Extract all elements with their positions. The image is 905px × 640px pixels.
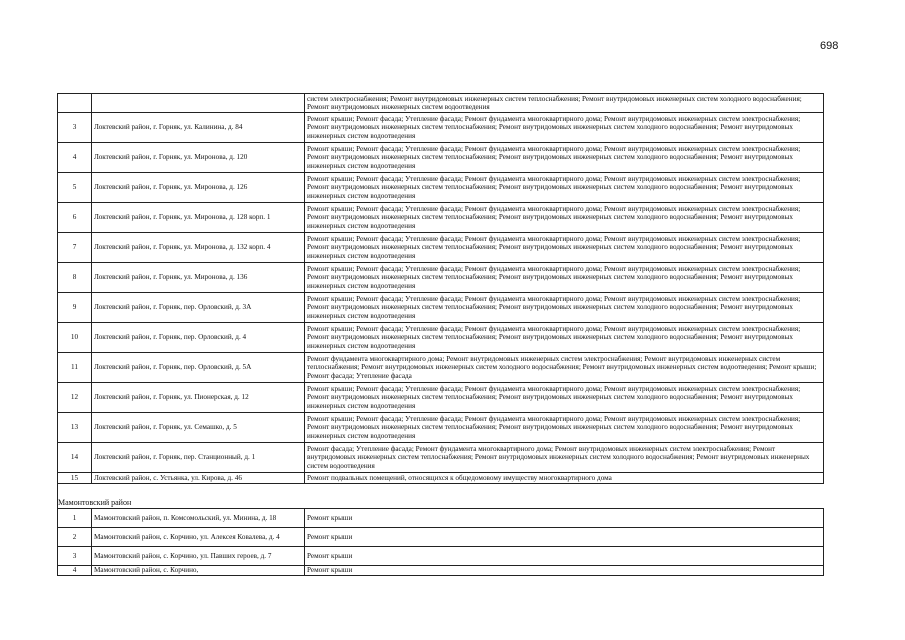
table-row (58, 203, 824, 233)
row-address: Мамонтовский район, п. Комсомольский, ул. Минина, д. 18 (92, 509, 305, 528)
table-row (58, 143, 824, 173)
row-works: Ремонт крыши; Ремонт фасада; Утепление фасада; Ремонт фундамента многоквартирного дома; Ремонт внутридомовых инженерных систем электроснабжения; Ремонт внутридомовых инженерных систем теплоснабжения; Ремонт внутридомовых инженерных систем холодного водоснабжения; Ремонт внутридомовых инженерных систем водоотведения (305, 113, 824, 143)
table-row (58, 547, 824, 566)
table-row (58, 113, 824, 143)
row-address: Локтевский район, г. Горняк, ул. Миронова, д. 132 корп. 4 (92, 233, 305, 263)
row-address: Локтевский район, г. Горняк, пер. Станционный, д. 1 (92, 443, 305, 473)
row-number: 5 (58, 173, 92, 203)
table-row (58, 528, 824, 547)
row-number: 9 (58, 293, 92, 323)
row-works: Ремонт крыши (305, 566, 824, 576)
table-row (58, 233, 824, 263)
row-number: 6 (58, 203, 92, 233)
row-works: Ремонт крыши; Ремонт фасада; Утепление фасада; Ремонт фундамента многоквартирного дома; Ремонт внутридомовых инженерных систем электроснабжения; Ремонт внутридомовых инженерных систем теплоснабжения; Ремонт внутридомовых инженерных систем холодного водоснабжения; Ремонт внутридомовых инженерных систем водоотведения (305, 233, 824, 263)
row-works: Ремонт крыши (305, 528, 824, 547)
row-works: Ремонт крыши; Ремонт фасада; Утепление фасада; Ремонт фундамента многоквартирного дома; Ремонт внутридомовых инженерных систем электроснабжения; Ремонт внутридомовых инженерных систем теплоснабжения; Ремонт внутридомовых инженерных систем холодного водоснабжения; Ремонт внутридомовых инженерных систем водоотведения (305, 413, 824, 443)
row-address: Локтевский район, г. Горняк, пер. Орловский, д. 3А (92, 293, 305, 323)
row-number (58, 94, 92, 113)
row-works: Ремонт подвальных помещений, относящихся к общедомовому имуществу многоквартирного дома (305, 473, 824, 484)
table-row (58, 509, 824, 528)
row-works: Ремонт крыши (305, 509, 824, 528)
row-works: Ремонт фундамента многоквартирного дома; Ремонт внутридомовых инженерных систем электроснабжения; Ремонт внутридомовых инженерных систем теплоснабжения; Ремонт внутридомовых инженерных систем холодного водоснабжения; Ремонт внутридомовых инженерных систем водоотведения; Ремонт крыши; Ремонт фасада; Утепление фасада (305, 353, 824, 383)
row-number: 10 (58, 323, 92, 353)
row-number: 3 (58, 547, 92, 566)
row-address: Локтевский район, г. Горняк, ул. Миронова, д. 128 корп. 1 (92, 203, 305, 233)
row-number: 12 (58, 383, 92, 413)
section-title: Мамонтовский район (58, 484, 824, 509)
row-number: 8 (58, 263, 92, 293)
page-number: 698 (820, 40, 839, 52)
row-number: 13 (58, 413, 92, 443)
table-row (58, 323, 824, 353)
row-address (92, 94, 305, 113)
row-address: Локтевский район, г. Горняк, ул. Семашко, д. 5 (92, 413, 305, 443)
row-number: 14 (58, 443, 92, 473)
row-address: Локтевский район, г. Горняк, пер. Орловский, д. 5А (92, 353, 305, 383)
row-address: Локтевский район, г. Горняк, ул. Миронова, д. 120 (92, 143, 305, 173)
row-number: 4 (58, 566, 92, 576)
table-row (58, 566, 824, 576)
table-row (58, 413, 824, 443)
housing-repair-table (57, 93, 824, 576)
row-works: Ремонт крыши; Ремонт фасада; Утепление фасада; Ремонт фундамента многоквартирного дома; Ремонт внутридомовых инженерных систем электроснабжения; Ремонт внутридомовых инженерных систем теплоснабжения; Ремонт внутридомовых инженерных систем холодного водоснабжения; Ремонт внутридомовых инженерных систем водоотведения (305, 263, 824, 293)
row-address: Мамонтовский район, с. Корчино, (92, 566, 305, 576)
table-row (58, 473, 824, 484)
table-row (58, 293, 824, 323)
row-number: 15 (58, 473, 92, 484)
row-works: Ремонт крыши; Ремонт фасада; Утепление фасада; Ремонт фундамента многоквартирного дома; Ремонт внутридомовых инженерных систем электроснабжения; Ремонт внутридомовых инженерных систем теплоснабжения; Ремонт внутридомовых инженерных систем холодного водоснабжения; Ремонт внутридомовых инженерных систем водоотведения (305, 173, 824, 203)
row-address: Мамонтовский район, с. Корчино, ул. Алексея Ковалева, д. 4 (92, 528, 305, 547)
row-number: 1 (58, 509, 92, 528)
row-number: 11 (58, 353, 92, 383)
row-address: Локтевский район, г. Горняк, пер. Орловский, д. 4 (92, 323, 305, 353)
row-works: Ремонт крыши; Ремонт фасада; Утепление фасада; Ремонт фундамента многоквартирного дома; Ремонт внутридомовых инженерных систем электроснабжения; Ремонт внутридомовых инженерных систем теплоснабжения; Ремонт внутридомовых инженерных систем холодного водоснабжения; Ремонт внутридомовых инженерных систем водоотведения (305, 203, 824, 233)
row-works: систем электроснабжения; Ремонт внутридомовых инженерных систем теплоснабжения; Ремонт внутридомовых инженерных систем холодного водоснабжения; Ремонт внутридомовых инженерных систем водоотведения (305, 94, 824, 113)
row-works: Ремонт крыши; Ремонт фасада; Утепление фасада; Ремонт фундамента многоквартирного дома; Ремонт внутридомовых инженерных систем электроснабжения; Ремонт внутридомовых инженерных систем теплоснабжения; Ремонт внутридомовых инженерных систем холодного водоснабжения; Ремонт внутридомовых инженерных систем водоотведения (305, 323, 824, 353)
row-number: 4 (58, 143, 92, 173)
row-number: 2 (58, 528, 92, 547)
row-address: Мамонтовский район, с. Корчино, ул. Павших героев, д. 7 (92, 547, 305, 566)
row-address: Локтевский район, г. Горняк, ул. Пионерская, д. 12 (92, 383, 305, 413)
table-row (58, 443, 824, 473)
row-address: Локтевский район, г. Горняк, ул. Калинина, д. 84 (92, 113, 305, 143)
row-number: 7 (58, 233, 92, 263)
table-row (58, 173, 824, 203)
row-address: Локтевский район, г. Горняк, ул. Миронова, д. 126 (92, 173, 305, 203)
row-works: Ремонт фасада; Утепление фасада; Ремонт фундамента многоквартирного дома; Ремонт внутридомовых инженерных систем электроснабжения; Ремонт внутридомовых инженерных систем теплоснабжения; Ремонт внутридомовых инженерных систем холодного водоснабжения; Ремонт внутридомовых инженерных систем водоотведения (305, 443, 824, 473)
row-works: Ремонт крыши; Ремонт фасада; Утепление фасада; Ремонт фундамента многоквартирного дома; Ремонт внутридомовых инженерных систем электроснабжения; Ремонт внутридомовых инженерных систем теплоснабжения; Ремонт внутридомовых инженерных систем холодного водоснабжения; Ремонт внутридомовых инженерных систем водоотведения (305, 383, 824, 413)
row-address: Локтевский район, г. Горняк, ул. Миронова, д. 136 (92, 263, 305, 293)
table-row (58, 94, 824, 113)
row-address: Локтевский район, с. Устьянка, ул. Кирова, д. 46 (92, 473, 305, 484)
row-works: Ремонт крыши; Ремонт фасада; Утепление фасада; Ремонт фундамента многоквартирного дома; Ремонт внутридомовых инженерных систем электроснабжения; Ремонт внутридомовых инженерных систем теплоснабжения; Ремонт внутридомовых инженерных систем холодного водоснабжения; Ремонт внутридомовых инженерных систем водоотведения (305, 293, 824, 323)
row-works: Ремонт крыши (305, 547, 824, 566)
row-number: 3 (58, 113, 92, 143)
table-row (58, 263, 824, 293)
table-row (58, 353, 824, 383)
row-works: Ремонт крыши; Ремонт фасада; Утепление фасада; Ремонт фундамента многоквартирного дома; Ремонт внутридомовых инженерных систем электроснабжения; Ремонт внутридомовых инженерных систем теплоснабжения; Ремонт внутридомовых инженерных систем холодного водоснабжения; Ремонт внутридомовых инженерных систем водоотведения (305, 143, 824, 173)
section-row (58, 484, 824, 509)
table-row (58, 383, 824, 413)
